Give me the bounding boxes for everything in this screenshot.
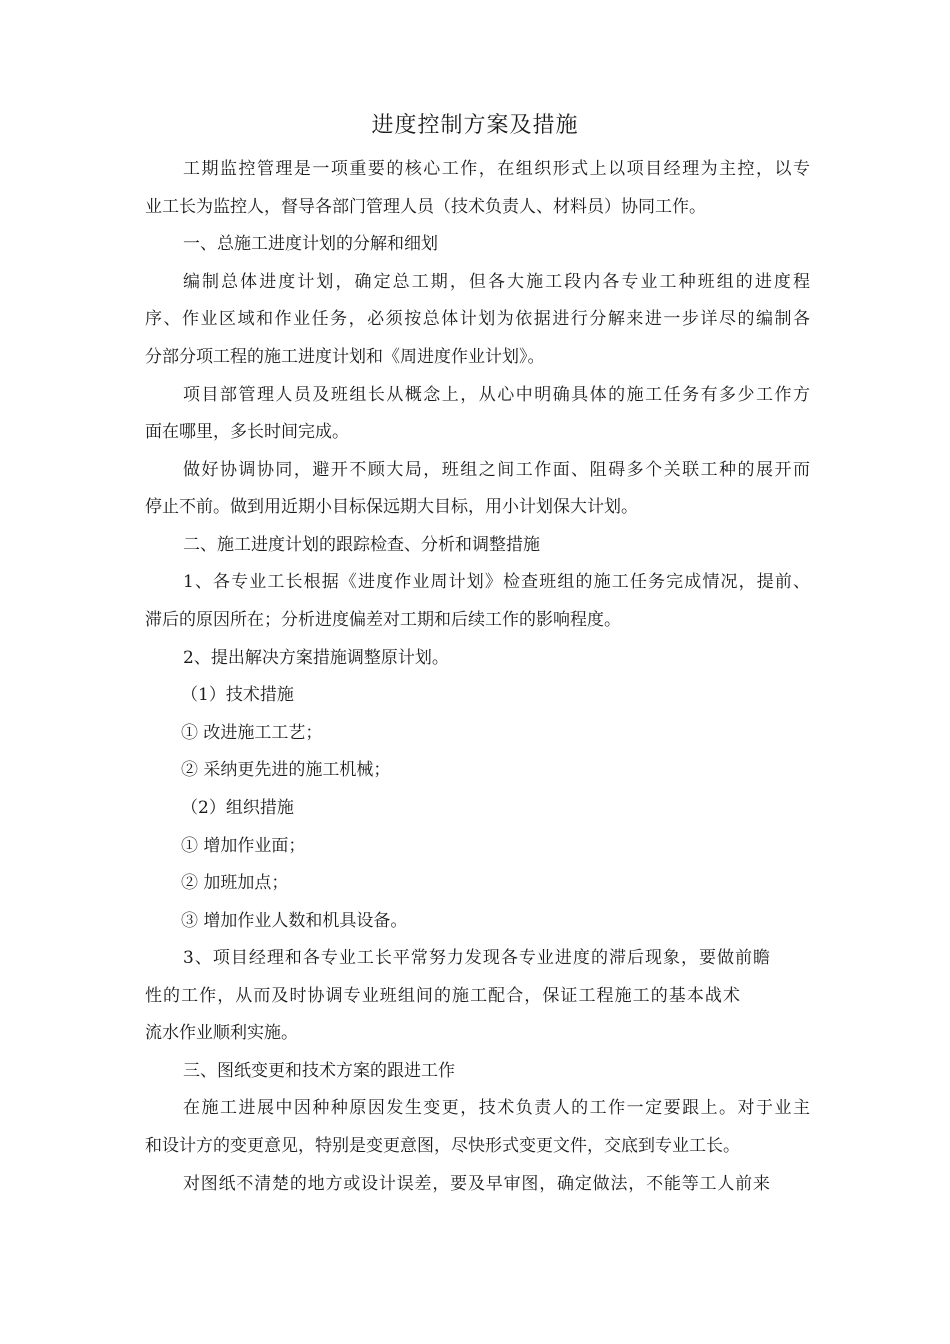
- list-item: ② 加班加点；: [181, 873, 289, 893]
- paragraph-line: 做好协调协同，避开不顾大局，班组之间工作面、阻碍多个关联工种的展开而: [183, 460, 810, 480]
- paragraph-line: 滞后的原因所在；分析进度偏差对工期和后续工作的影响程度。: [145, 610, 621, 630]
- list-heading: （2）组织措施: [181, 798, 294, 818]
- paragraph-line: 和设计方的变更意见，特别是变更意图，尽快形式变更文件，交底到专业工长。: [145, 1136, 740, 1156]
- paragraph-line: 对图纸不清楚的地方或设计误差，要及早审图，确定做法，不能等工人前来: [183, 1174, 770, 1194]
- paragraph-line: 1、各专业工长根据《进度作业周计划》检查班组的施工任务完成情况，提前、: [183, 572, 810, 592]
- paragraph-line: 工期监控管理是一项重要的核心工作，在组织形式上以项目经理为主控，以专: [183, 159, 810, 179]
- list-item: ② 采纳更先进的施工机械；: [181, 760, 391, 780]
- paragraph-line: 2、提出解决方案措施调整原计划。: [183, 648, 449, 668]
- list-item: ① 增加作业面；: [181, 836, 306, 856]
- paragraph-line: 项目部管理人员及班组长从概念上，从心中明确具体的施工任务有多少工作方: [183, 385, 810, 405]
- section-heading: 一、总施工进度计划的分解和细划: [183, 234, 438, 254]
- paragraph-line: 3、项目经理和各专业工长平常努力发现各专业进度的滞后现象，要做前瞻: [183, 948, 770, 968]
- list-item: ③ 增加作业人数和机具设备。: [181, 911, 408, 931]
- paragraph-line: 在施工进展中因种种原因发生变更，技术负责人的工作一定要跟上。对于业主: [183, 1098, 810, 1118]
- section-heading: 三、图纸变更和技术方案的跟进工作: [183, 1061, 455, 1081]
- paragraph-line: 序、作业区域和作业任务，必须按总体计划为依据进行分解来进一步详尽的编制各: [145, 309, 810, 329]
- paragraph-line: 性的工作，从而及时协调专业班组间的施工配合，保证工程施工的基本战术: [145, 986, 740, 1006]
- paragraph-line: 面在哪里，多长时间完成。: [145, 422, 349, 442]
- paragraph-line: 编制总体进度计划，确定总工期，但各大施工段内各专业工种班组的进度程: [183, 272, 810, 292]
- list-item: ① 改进施工工艺；: [181, 723, 323, 743]
- page-title: 进度控制方案及措施: [371, 113, 579, 138]
- paragraph-line: 停止不前。做到用近期小目标保远期大目标，用小计划保大计划。: [145, 497, 638, 517]
- paragraph-line: 分部分项工程的施工进度计划和《周进度作业计划》。: [145, 347, 545, 367]
- list-heading: （1）技术措施: [181, 685, 294, 705]
- paragraph-line: 业工长为监控人，督导各部门管理人员（技术负责人、材料员）协同工作。: [145, 197, 706, 217]
- paragraph-line: 流水作业顺利实施。: [145, 1023, 298, 1043]
- section-heading: 二、施工进度计划的跟踪检查、分析和调整措施: [183, 535, 540, 555]
